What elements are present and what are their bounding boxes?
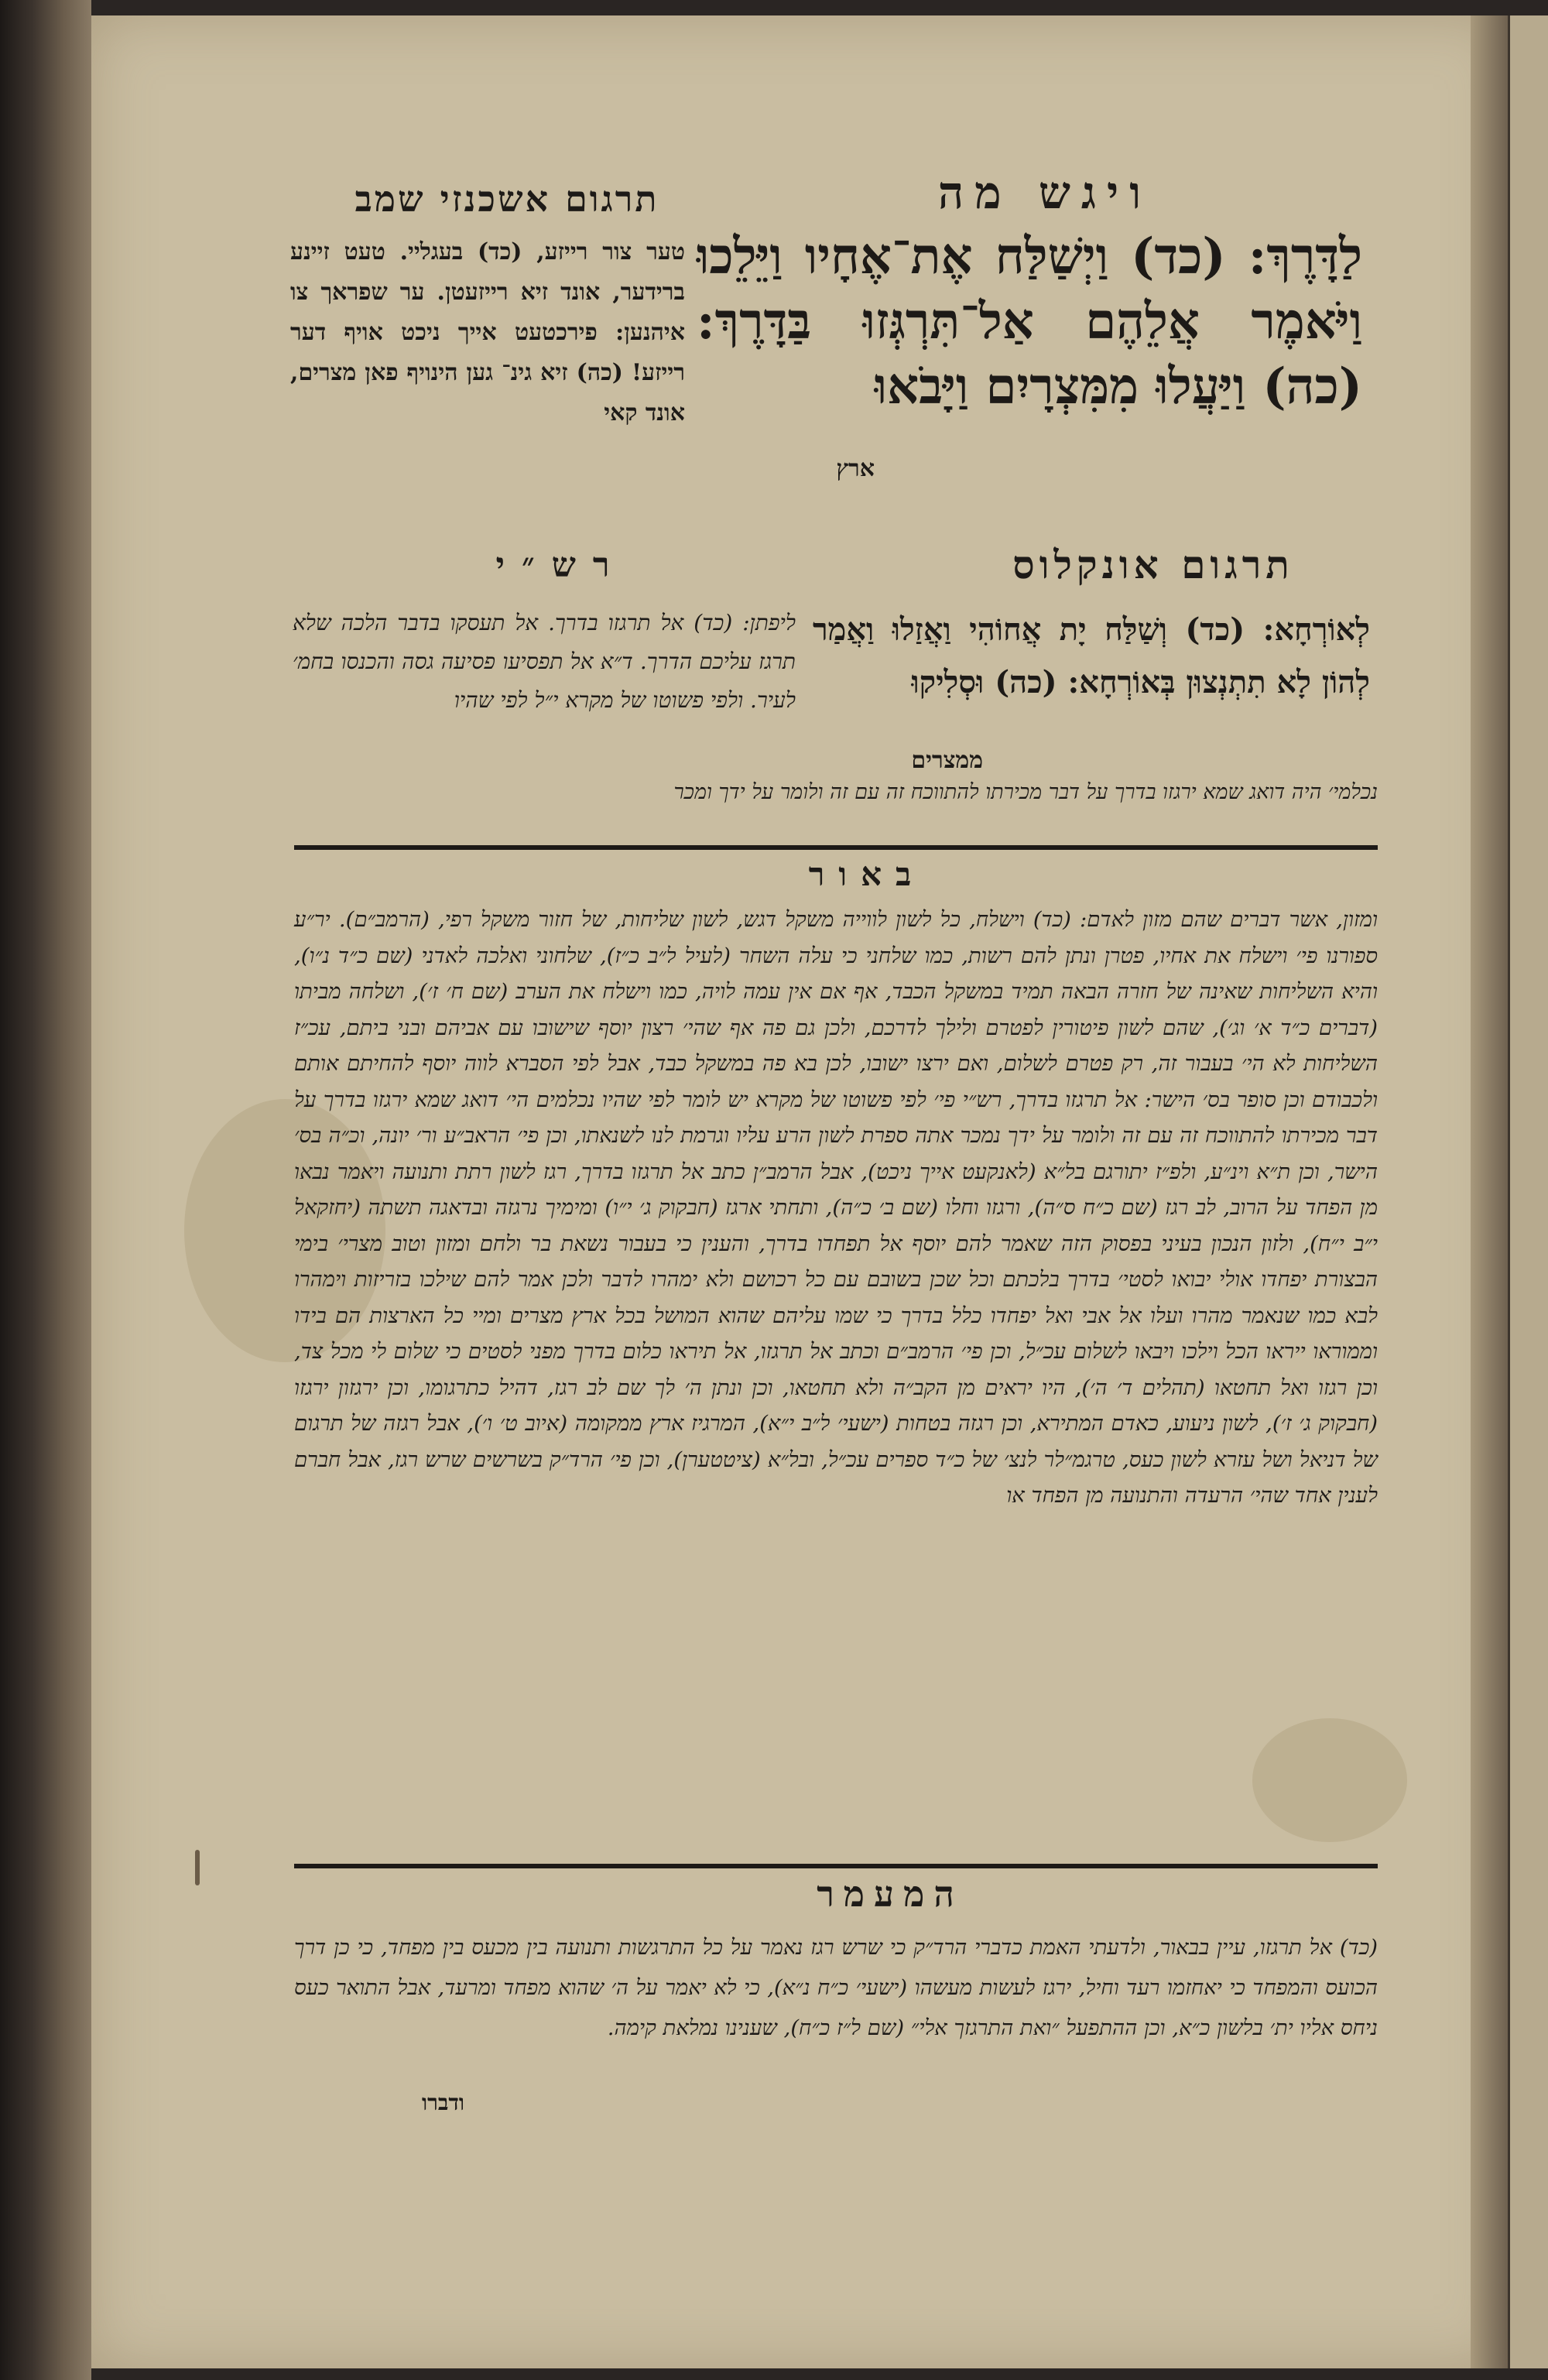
hameamer-text: (כד) אל תרגזו, עיין בבאור, ולדעתי האמת כדברי הרד״ק כי שרש רגז נאמר על כל התרגשות ותנועה בין מכעס בין מפחד, כי כן דרך הכועס והמפחד כי יאחזמו רעד וחיל, ירגז לעשות מעשהו (ישעי׳ כ״ח נ״א), כי לא יאמר על ה׳ שהוא מפחד ומרעד, אבל התואר כעס ניחס אליו ית׳ בלשון כ״א, וכן ההתפעל ״ואת התרגזך אלי״ (שם ל״ז כ״ח), שענינו נמלאת קימה. xyxy=(294,1935,1378,2040)
margin-mark xyxy=(195,1850,200,1885)
biur-text: ומזון, אשר דברים שהם מזון לאדם: (כד) וישלח, כל לשון לווייה משקל דגש, לשון שליחות, של חזור משקל רפי, (הרמב״ם). יר״ע ספורנו פי׳ וישלח את אחיו, פטרן ונתן להם רשות, כמו שלחני כי עלה השחר (לעיל ל״ב כ״ז), שלחוני ואלכה לאדני (שם כ״ד נ״ו), והיא השליחות שאינה של חזרה הבאה תמיד במשקל הכבד, אף אם אין עמה לויה, כמו וישלח את הערב (שם ח׳ ז׳), ושלחה מביתו (דברים כ״ד א׳ וג׳), שהם לשון פיטורין לפטרם ולילך לדרכם, ולכן גם פה אף שהי׳ רצון יוסף שישובו עם אביהם ובני ביתם, עכ״ז השליחות לא הי׳ בעבור זה, רק פטרם לשלום, ואם ירצו ישובו, לכן בא פה במשקל כבד, אבל לפי הסברא לווה יוסף להחיתם אותם ולכבודם וכן סופר בס׳ הישר: אל תרגזו בדרך, רש״י פי׳ לפי פשוטו של מקרא יש לומר לפי שהיו נכלמים הי׳ דואג שמא ירגזו בדרך על דבר מכירתו להתווכח זה עם זה ולומר על ידך נמכר אתה ספרת לשון הרע עליו וגרמת לנו לשנאתו, וכן פי׳ הראב״ע ור׳ יונה, וכ״ה בס׳ הישר, וכן ת״א וינ״ע, ולפ״ז יתורגם בל״א (לאנקעט אייך ניכט), אבל הרמב״ן כתב אל תרגזו בדרך, רגז לשון רתת ותנועה ויאמר נבאו מן הפחד על הרוב, לב רגז (שם כ״ח ס״ה), ורגזו וחלו (שם ב׳ כ״ה), ותחתי ארגז (חבקוק ג׳ י״ו) ומימיך נרגזה ובדאגה תשתה (יחזקאל י״ב י״ח), ולזון הנכון בעיני בפסוק הזה שאמר להם יוסף אל תפחדו בדרך, והענין כי בעבור נשאת בר ולחם ומזון וטוב מצרי׳ בימי הבצורת יפחדו אולי יבואו לסטי׳ בדרך בלכתם וכל שכן בשובם עם כל רכושם ולא ימהרו לדבר ולכן אמר להם שילכו בזריזות וימהרו לבא כמו שנאמר מהרו ועלו אל אבי ואל יפחדו כלל בדרך כי שמו עליהם שהוא המושל בכל ארץ מצרים ומיי כל הארצות הם בידו וממוראו ייראו הכל וילכו ויבאו לשלום עכ״ל, וכן פי׳ הרמב״ם וכתב אל תרגזו, אל תיראו כלום בדרך מפני לסטים כי שלום לי מכל צד, וכן רגזו ואל תחטאו (תהלים ד׳ ה׳), היו יראים מן הקב״ה ולא תחטאו, וכן ונתן ה׳ לך שם לב רגז, דהיל כתרגומו, וכן ירגזון ירגזו (חבקוק ג׳ ז׳), לשון ניעוע, כאדם המתירא, וכן רגזה בטחות (ישעי׳ ל״ב י״א), המרגיז ארץ ממקומה (איוב ט׳ ו׳), אבל רגזה של תרגום של דניאל ושל עזרא לשון כעס, טרגמ״לר לנצ׳ של כ״ד ספרים עכ״ל, ובל״א (ציטטערן), וכן פי׳ הרד״ק בשרשים שרש רגז, אבל חברם לענין אחד שהי׳ הרעדה והתנועה מן הפחד או xyxy=(294,907,1378,1508)
ashkenazi-targum-title: תרגום אשכנזי שמב xyxy=(354,178,659,220)
verse-catchword: ארץ xyxy=(836,455,875,482)
parasha-title: ויגש מה xyxy=(937,166,1152,219)
rashi-continuation: נכלמי׳ היה דואג שמא ירגזו בדרך על דבר מכירתו להתווכח זה עם זה ולומר על ידך ומכר xyxy=(673,780,1378,804)
book-edge-left xyxy=(0,0,91,2380)
rashi-text: ליפתן: (כד) אל תרגזו בדרך. אל תעסקו בדבר הלכה שלא תרגז עליכם הדרך. ד״א אל תפסיעו פסיעה גסה והכנסו בחמ׳ לעיר. ולפי פשוטו של מקרא י״ל לפי שהיו xyxy=(293,610,796,713)
onkelos-catchword: ממצרים xyxy=(911,747,983,774)
biur-title: באור xyxy=(808,855,926,893)
section-divider xyxy=(294,845,1378,850)
facing-page-edge xyxy=(1508,15,1548,2368)
section-divider xyxy=(294,1864,1378,1868)
ashkenazi-targum-text: טער צור רייזע, (כד) בעגליי. טעט זיינע ברידער, אונד זיא רייזעטן. ער שפראך צו איהנען: פירכטעט אייך ניכט אויף דער רייזע! (כה) זיא גינ־ גען הינויף פאן מצרים, אונד קאי xyxy=(290,238,685,426)
rashi-title: רש״י xyxy=(495,546,627,585)
page-catchword: ודברו xyxy=(421,2090,464,2115)
onkelos-title: תרגום אונקלוס xyxy=(1012,542,1294,587)
hameamer-title: המעמר xyxy=(817,1873,964,1915)
onkelos-text: לְאוֹרְחָא: (כד) וְשַׁלַּח יָת אֲחוֹהִי וַאֲזַלוּ וַאֲמַר לְהוֹן לָא תִתְנְצוּן בְּאוֹרְחָא: (כה) וּסְלִיקוּ xyxy=(813,611,1370,700)
verse-text: לַדָּרֶךְ: (כד) וַיְשַׁלַּח אֶת־אֶחָיו וַיֵּלֵכוּ וַיֹּאמֶר אֲלֵהֶם אַל־תִּרְגְּזוּ בַּדָּרֶךְ: (כה) וַיַּעֲלוּ מִמִּצְרָיִם וַיָּבֹאוּ xyxy=(697,228,1362,416)
page-gutter xyxy=(1471,15,1508,2368)
